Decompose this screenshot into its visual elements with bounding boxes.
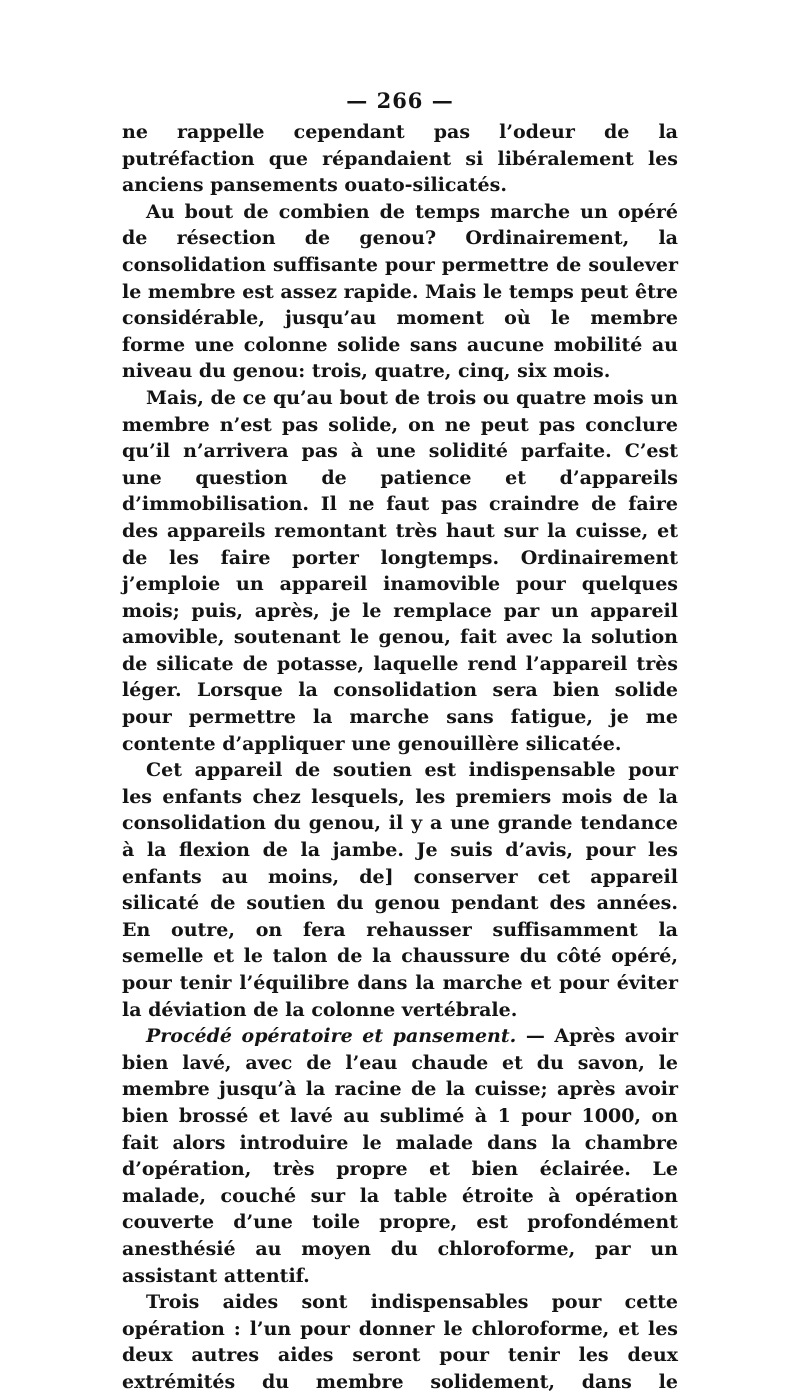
paragraph-walking-time: Au bout de combien de temps marche un opéré de résection de genou? Ordinairement, la consolidation suffisante pour permettre de soulever le membre est assez rapide. Mais le temps peut être considérable, jusqu’au moment où le membre forme une colonne solide sans aucune mobilité au niveau du genou: trois, quatre, cinq, six mois. bbox=[122, 200, 678, 383]
paragraph-continued: ne rappelle cependant pas l’odeur de la putréfaction que répandaient si libéralement les anciens pansements ouato-silicatés. bbox=[122, 121, 678, 197]
paragraph-immobilisation: Mais, de ce qu’au bout de trois ou quatre mois un membre n’est pas solide, on ne peut pas conclure qu’il n’arrivera pas à une solidité parfaite. C’est une question de patience et d’appareils d’immobilisation. Il ne faut pas craindre de faire des appareils remontant très haut sur la cuisse, et de les faire porter longtemps. Ordinairement j’emploie un appareil inamovible pour quelques mois; puis, après, je le remplace par un appareil amovible, soutenant le genou, fait avec la solution de silicate de potasse, laquelle rend l’appareil très léger. Lorsque la consolidation sera bien solide pour permettre la marche sans fatigue, je me contente d’appliquer une genouillère silicatée. bbox=[122, 386, 678, 755]
page-number: — 266 — bbox=[346, 88, 454, 113]
paragraph-procedure bbox=[122, 1023, 678, 1289]
paragraph-support-apparatus: Cet appareil de soutien est indispensable pour les enfants chez lesquels, les premiers mois de la consolidation du genou, il y a une grande tendance à la flexion de la jambe. Je suis d’avis, pour les enfants au moins, de] conserver cet appareil silicaté de soutien du genou pendant des années. En outre, on fera rehausser suffisamment la semelle et le talon de la chaussure du côté opéré, pour tenir l’équilibre dans la marche et pour éviter la déviation de la colonne vertébrale. bbox=[122, 759, 678, 1021]
paragraph-assistants: Trois aides sont indispensables pour cette opération : l’un pour donner le chloroforme, et les deux autres aides seront pour tenir les deux extrémités du membre solidement, dans le bbox=[122, 1291, 678, 1393]
body-text bbox=[122, 119, 678, 1396]
section-heading: Procédé opératoire et pansement. bbox=[146, 1025, 517, 1048]
paragraph-procedure-text: — Après avoir bien lavé, avec de l’eau chaude et du savon, le membre jusqu’à la racine de la cuisse; après avoir bien brossé et lavé au sublimé à 1 pour 1000, on fait alors introduire le malade dans la chambre d’opération, très propre et bien éclairée. Le malade, couché sur la table étroite à opération couverte d’une toile propre, est profondément anesthésié au moyen du chloroforme, par un assistant attentif. bbox=[122, 1025, 679, 1287]
